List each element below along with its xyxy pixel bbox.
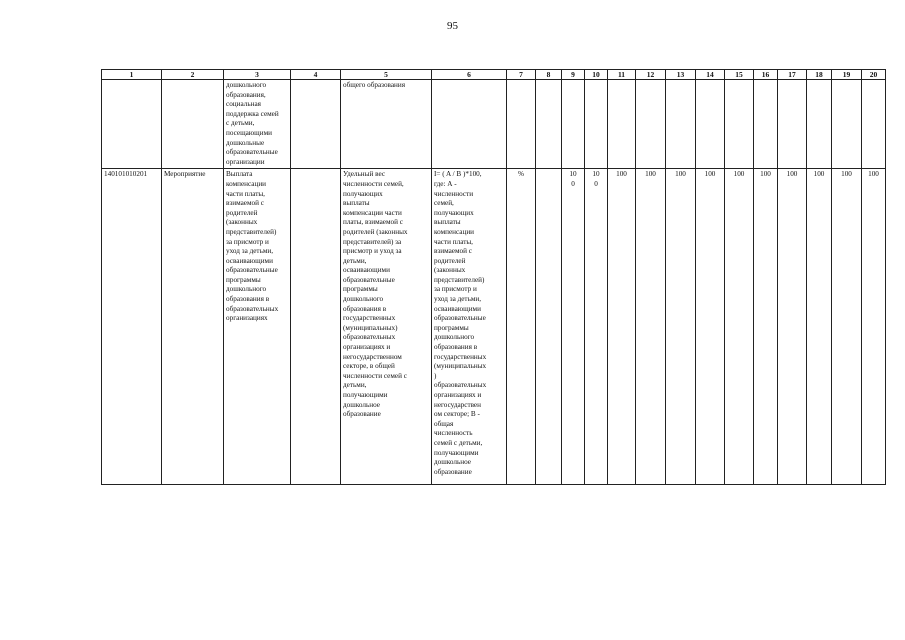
formula-cell: [432, 80, 507, 169]
value-cell: 100: [832, 169, 862, 485]
table-row-measure: [102, 169, 886, 485]
column-header: 9: [562, 70, 585, 80]
value-cell: [636, 80, 666, 169]
column-header: 6: [432, 70, 507, 80]
column-header: 1: [102, 70, 162, 80]
value-cell: 10 0: [562, 169, 585, 485]
type-cell: [162, 80, 224, 169]
column-header: 3: [224, 70, 291, 80]
value-cell: 100: [754, 169, 778, 485]
value-cell: 100: [725, 169, 754, 485]
indicator-cell: общего образования: [341, 80, 432, 169]
table-row-continuation: [102, 80, 886, 169]
value-cell: [725, 80, 754, 169]
column-header: 4: [291, 70, 341, 80]
formula-cell: I= ( A / B )*100, где: А - численности семей, получающих выплаты компенсации части платы, взимаемой с родителей (законных представителей) за присмотр и уход за детьми, осваивающими образовательные программы дошкольного образования в государственных (муниципальных ) образовательных организациях и негосударствен ом секторе; В - общая численность семей с детьми, получающими дошкольное образование: [432, 169, 507, 485]
value-cell: [862, 80, 886, 169]
column-header: 14: [696, 70, 725, 80]
code-cell: 140101010201: [102, 169, 162, 485]
header-row: [102, 70, 886, 80]
value-cell: [585, 80, 608, 169]
unit-cell: %: [507, 169, 536, 485]
page-number: 95: [447, 20, 458, 32]
value-cell: [807, 80, 832, 169]
code-cell: [102, 80, 162, 169]
name-cell: дошкольного образования, социальная поддержка семей с детьми, посещающими дошкольные образовательные организации: [224, 80, 291, 169]
column-header: 7: [507, 70, 536, 80]
column-header: 17: [778, 70, 807, 80]
column-header: 10: [585, 70, 608, 80]
column-header: 20: [862, 70, 886, 80]
type-cell: Мероприятие: [162, 169, 224, 485]
value-cell: [562, 80, 585, 169]
cell: [291, 80, 341, 169]
unit-cell: [507, 80, 536, 169]
cell: [536, 80, 562, 169]
indicator-table: [101, 69, 886, 485]
value-cell: [608, 80, 636, 169]
value-cell: [778, 80, 807, 169]
value-cell: 100: [696, 169, 725, 485]
value-cell: 100: [862, 169, 886, 485]
value-cell: 100: [666, 169, 696, 485]
value-cell: 100: [608, 169, 636, 485]
value-cell: [666, 80, 696, 169]
column-header: 11: [608, 70, 636, 80]
cell: [291, 169, 341, 485]
cell: [536, 169, 562, 485]
name-cell: Выплата компенсации части платы, взимаемой с родителей (законных представителей) за присмотр и уход за детьми, осваивающими образовательные программы дошкольного образования в образовательных организациях: [224, 169, 291, 485]
value-cell: 100: [778, 169, 807, 485]
value-cell: [754, 80, 778, 169]
value-cell: 100: [636, 169, 666, 485]
column-header: 5: [341, 70, 432, 80]
column-header: 2: [162, 70, 224, 80]
value-cell: 10 0: [585, 169, 608, 485]
column-header: 19: [832, 70, 862, 80]
value-cell: 100: [807, 169, 832, 485]
column-header: 8: [536, 70, 562, 80]
column-header: 12: [636, 70, 666, 80]
column-header: 18: [807, 70, 832, 80]
column-header: 13: [666, 70, 696, 80]
value-cell: [832, 80, 862, 169]
column-header: 16: [754, 70, 778, 80]
indicator-cell: Удельный вес численности семей, получающих выплаты компенсации части платы, взимаемой с родителей (законных представителей) за присмотр и уход за детьми, осваивающими образовательные программы дошкольного образования в государственных (муниципальных) образовательных организациях и негосударственном секторе, в общей численности семей с детьми, получающими дошкольное образование: [341, 169, 432, 485]
value-cell: [696, 80, 725, 169]
column-header: 15: [725, 70, 754, 80]
